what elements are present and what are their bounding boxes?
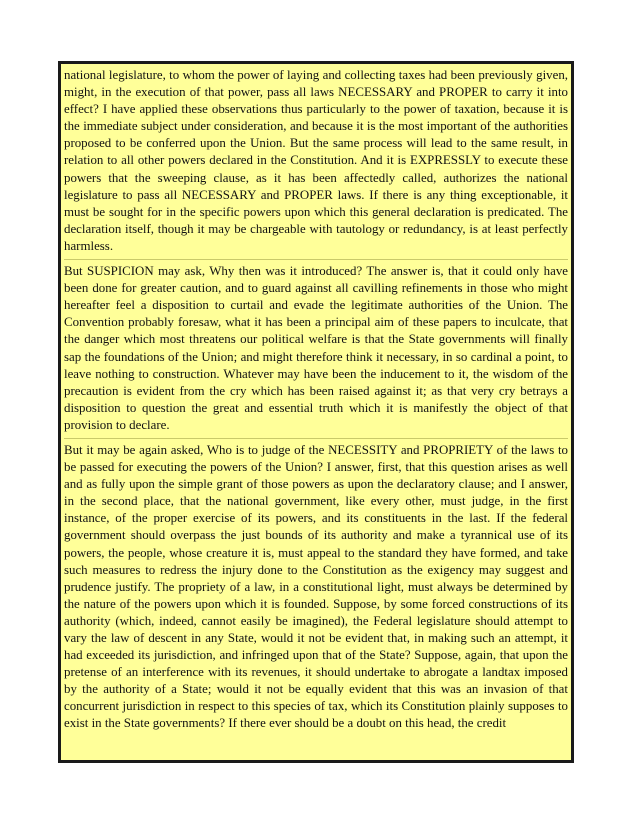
paragraph-1: national legislature, to whom the power of laying and collecting taxes had been previously given, might, in the execution of that power, pass all laws NECESSARY and PROPER to carry it into effect? I have applied these observations thus particularly to the power of taxation, because it is the immediate subject under consideration, and because it is the most important of the authorities proposed to be conferred upon the Union. But the same process will lead to the same result, in relation to all other powers declared in the Constitution. And it is EXPRESSLY to execute these powers that the sweeping clause, as it has been affectedly called, authorizes the national legislature to pass all NECESSARY and PROPER laws. If there is any thing exceptionable, it must be sought for in the specific powers upon which this general declaration is predicated. The declaration itself, though it may be chargeable with tautology or redundancy, is at least perfectly harmless. <box>64 68 568 253</box>
document-page <box>58 61 574 763</box>
paragraph-3: But it may be again asked, Who is to judge of the NECESSITY and PROPRIETY of the laws to be passed for executing the powers of the Union? I answer, first, that this question arises as well and as fully upon the simple grant of those powers as upon the declaratory clause; and I answer, in the second place, that the national government, like every other, must judge, in the first instance, of the proper exercise of its powers, and its constituents in the last. If the federal government should overpass the just bounds of its authority and make a tyrannical use of its powers, the people, whose creature it is, must appeal to the standard they have formed, and take such measures to redress the injury done to the Constitution as the exigency may suggest and prudence justify. The propriety of a law, in a constitutional light, must always be determined by the nature of the powers upon which it is founded. Suppose, by some forced constructions of its authority (which, indeed, cannot easily be imagined), the Federal legislature should attempt to vary the law of descent in any State, would it not be evident that, in making such an attempt, it had exceeded its jurisdiction, and infringed upon that of the State? Suppose, again, that upon the pretense of an interference with its revenues, it should undertake to abrogate a landtax imposed by the authority of a State; would it not be equally evident that this was an invasion of that concurrent jurisdiction in respect to this species of tax, which its Constitution plainly supposes to exist in the State governments? If there ever should be a doubt on this head, the credit <box>64 438 568 737</box>
paragraph-2: But SUSPICION may ask, Why then was it introduced? The answer is, that it could only have been done for greater caution, and to guard against all cavilling refinements in those who might hereafter feel a disposition to curtail and evade the legitimate authorities of the Union. The Convention probably foresaw, what it has been a principal aim of these papers to inculcate, that the danger which most threatens our political welfare is that the State governments will finally sap the foundations of the Union; and might therefore think it necessary, in so cardinal a point, to leave nothing to construction. Whatever may have been the inducement to it, the wisdom of the precaution is evident from the cry which has been raised against it; as that very cry betrays a disposition to question the great and essential truth which it is manifestly the object of that provision to declare. <box>64 259 568 438</box>
